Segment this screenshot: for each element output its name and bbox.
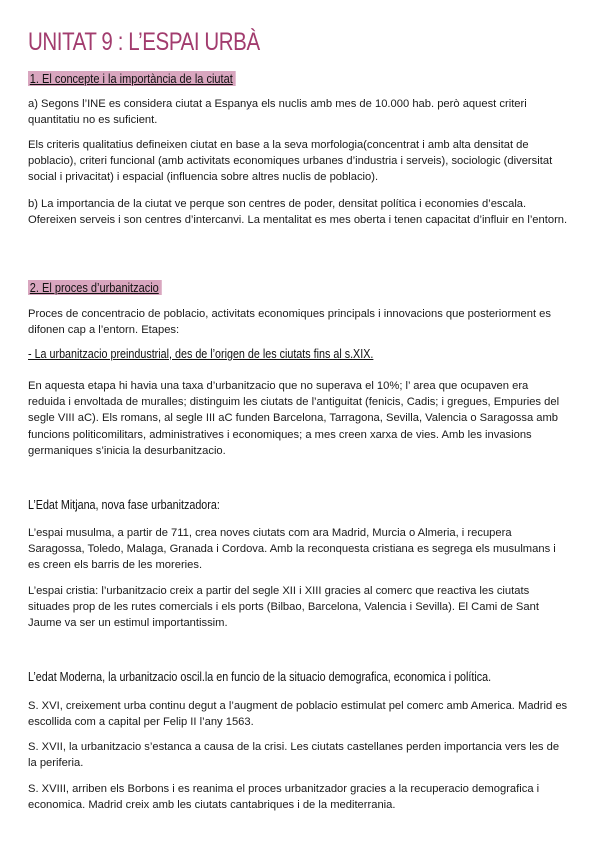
paragraph-segle-xviii: S. XVIII, arriben els Borbons i es reanima el proces urbanitzador gracies a la recuperacio demografica i economica. Madrid creix amb les ciutats cantabriques i de la mediterrania.: [28, 783, 540, 812]
paragraph-criteris-qualitatius: Els criteris qualitatius defineixen ciutat en base a la seva morfologia(concentrat i amb alta densitat de poblacio), criteri funcional (amb activitats economiques urbanes d’industria i serveis), sociologic (diversitat social i privacitat) i espacial (influencia sobre altres nuclis de poblacio).: [28, 139, 553, 184]
paragraph-espai-cristia: L’espai cristia: l’urbanitzacio creix a partir del segle XII i XIII gracies al comerc que reactiva les ciutats situades prop de les rutes comercials i els ports (Bilbao, Barcelona, Valencia i Sevilla). El Cami de Sant Jaume va ser un estimul importantissim.: [28, 585, 539, 630]
paragraph-segle-xvii: S. XVII, la urbanitzacio s’estanca a causa de la crisi. Les ciutats castellanes perden importancia vers les de la periferia.: [28, 741, 560, 770]
paragraph-etapa-preindustrial: En aquesta etapa hi havia una taxa d’urbanitzacio que no superava el 10%; l’ area que ocupaven era reduida i envoltada de muralles; distinguim les ciutats de l’antiguitat (fenicis, Cadis; i gregues, Empuries del segle VIII aC). Els romans, al segle III aC funden Barcelona, Tarragona, Sevilla, Valencia o Saragossa amb funcions politicomilitars, administratives i economiques; a mes creen xarxa de vies. Amb les invasions germaniques s’inicia la desurbanitzacio.: [28, 380, 560, 457]
section-heading-proces-urbanitzacio: 2. El proces d’urbanitzacio: [28, 280, 161, 295]
paragraph-segle-xvi: S. XVI, creixement urba continu degut a l’augment de poblacio estimulat pel comerc amb America. Madrid es escollida com a capital per Felip II l’any 1563.: [28, 700, 568, 729]
paragraph-importancia-ciutat: b) La importancia de la ciutat ve perque son centres de poder, densitat política i economies d’escala. Ofereixen serveis i son centres d’intercanvi. La mentalitat es mes oberta i tenen capacitat d’influir en l’entorn.: [28, 198, 568, 227]
paragraph-proces-concentracio: Proces de concentracio de poblacio, activitats economiques principals i innovacions que posteriorment es difonen cap a l’entorn. Etapes:: [28, 308, 551, 337]
paragraph-espai-musulma: L’espai musulma, a partir de 711, crea noves ciutats com ara Madrid, Murcia o Almeria, i recupera Saragossa, Toledo, Malaga, Granada i Cordova. Amb la reconquesta cristiana es segrega els musulmans i es creen els barris de les moreries.: [28, 527, 556, 572]
subheading-edat-moderna: L’edat Moderna, la urbanitzacio oscil.la en funcio de la situacio demografica, economica i política.: [28, 670, 492, 684]
paragraph-ine-criteri: a) Segons l’INE es considera ciutat a Espanya els nuclis amb mes de 10.000 hab. però aquest criteri quantitatiu no es suficient.: [28, 98, 527, 127]
subheading-edat-mitjana: L’Edat Mitjana, nova fase urbanitzadora:: [28, 498, 220, 512]
subheading-urbanitzacio-preindustrial: - La urbanitzacio preindustrial, des de l’origen de les ciutats fins al s.XIX.: [28, 347, 374, 361]
section-heading-concepte: 1. El concepte i la importància de la ciutat: [28, 71, 235, 86]
page-title: UNITAT 9 : L’ESPAI URBÀ: [28, 28, 260, 56]
